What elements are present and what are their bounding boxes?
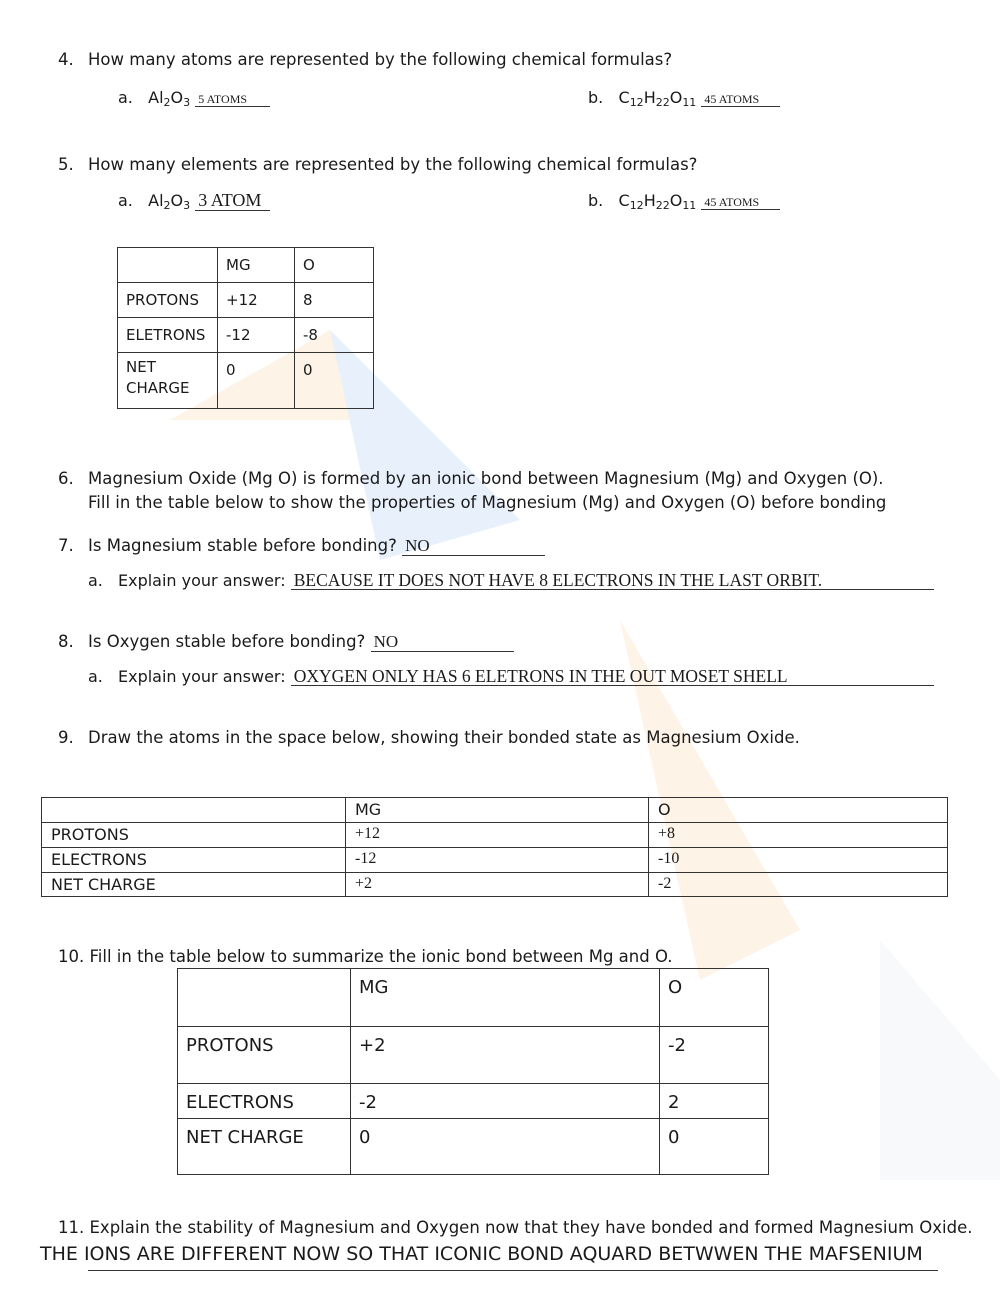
question-4b: [588, 88, 780, 109]
table-row: [118, 318, 374, 353]
question-text: Draw the atoms in the space below, showing their bonded state as Magnesium Oxide.: [88, 728, 800, 747]
table-header-mg[interactable]: MG: [346, 798, 649, 823]
table-header-mg[interactable]: MG: [218, 248, 295, 283]
question-4a: [118, 88, 270, 109]
table-header-o[interactable]: O: [649, 798, 948, 823]
table-cell[interactable]: -8: [295, 318, 374, 353]
table-cell[interactable]: -12: [218, 318, 295, 353]
formula-al2o3: $Al_2O_3$: [148, 191, 191, 212]
item-label: b.: [588, 191, 604, 210]
answer-field[interactable]: 45 ATOMS: [701, 196, 780, 210]
item-label: a.: [88, 571, 103, 590]
row-label[interactable]: NET CHARGE: [42, 873, 346, 897]
table-cell[interactable]: [178, 969, 351, 1027]
explanation-field[interactable]: OXYGEN ONLY HAS 6 ELETRONS IN THE OUT MOSET SHELL: [291, 667, 934, 686]
question-6-line2: Fill in the table below to show the properties of Magnesium (Mg) and Oxygen (O) before bonding: [88, 493, 887, 512]
table-cell[interactable]: +2: [346, 873, 649, 897]
question-text: How many elements are represented by the following chemical formulas?: [88, 155, 698, 174]
question-11-answer[interactable]: THE IONS ARE DIFFERENT NOW SO THAT ICONIC BOND AQUARD BETWWEN THE MAFSENIUM: [40, 1243, 923, 1265]
question-number: 10.: [58, 947, 85, 966]
table-cell[interactable]: +8: [649, 823, 948, 848]
table-cell[interactable]: -12: [346, 848, 649, 873]
table-row: [42, 848, 948, 873]
explain-label: Explain your answer:: [118, 571, 286, 590]
table-cell[interactable]: 0: [660, 1119, 769, 1175]
table-row: [42, 823, 948, 848]
question-text: How many atoms are represented by the following chemical formulas?: [88, 50, 673, 69]
table-cell[interactable]: 0: [295, 353, 374, 409]
question-number: 5.: [58, 155, 74, 174]
table-row: [178, 1027, 769, 1084]
bonded-state-table: [41, 797, 948, 897]
row-label[interactable]: ELECTRONS: [42, 848, 346, 873]
question-5a: [118, 191, 270, 212]
item-label: b.: [588, 88, 604, 107]
question-number: 11.: [58, 1218, 85, 1237]
table-cell[interactable]: 0: [351, 1119, 660, 1175]
row-label[interactable]: ELETRONS: [118, 318, 218, 353]
table-cell[interactable]: +12: [218, 283, 295, 318]
table-cell[interactable]: -2: [649, 873, 948, 897]
question-number: 9.: [58, 728, 74, 747]
question-text: Explain the stability of Magnesium and Oxygen now that they have bonded and formed Magnesium Oxide.: [89, 1218, 973, 1237]
question-number: 8.: [58, 632, 74, 651]
question-text: Is Magnesium stable before bonding?: [88, 536, 397, 555]
question-text: Magnesium Oxide (Mg O) is formed by an ionic bond between Magnesium (Mg) and Oxygen (O).: [88, 469, 884, 488]
question-5: [58, 155, 697, 174]
item-label: a.: [118, 88, 133, 107]
formula-sucrose: $C_{12}H_{22}O_{11}$: [618, 191, 697, 212]
question-9: [58, 728, 800, 747]
formula-sucrose: $C_{12}H_{22}O_{11}$: [618, 88, 697, 109]
row-label[interactable]: PROTONS: [42, 823, 346, 848]
answer-field[interactable]: 3 ATOM: [195, 191, 270, 211]
table-header-row: [42, 798, 948, 823]
table-header-mg[interactable]: MG: [351, 969, 660, 1027]
answer-field[interactable]: 5 ATOMS: [195, 93, 270, 107]
question-text: Fill in the table below to summarize the ionic bond between Mg and O.: [89, 947, 673, 966]
table-cell[interactable]: 0: [218, 353, 295, 409]
answer-field[interactable]: NO: [402, 537, 545, 556]
explain-label: Explain your answer:: [118, 667, 286, 686]
question-11: [58, 1218, 972, 1237]
question-number: 4.: [58, 50, 74, 69]
answer-field[interactable]: NO: [371, 633, 514, 652]
formula-al2o3: $Al_2O_3$: [148, 88, 191, 109]
table-row: [178, 1119, 769, 1175]
question-5b: [588, 191, 780, 212]
question-text: Is Oxygen stable before bonding?: [88, 632, 366, 651]
table-cell[interactable]: -2: [351, 1084, 660, 1119]
row-label[interactable]: PROTONS: [178, 1027, 351, 1084]
question-10: [58, 947, 673, 966]
item-label: a.: [88, 667, 103, 686]
table-header-o[interactable]: O: [660, 969, 769, 1027]
answer-underline: [88, 1270, 938, 1271]
table-cell[interactable]: -2: [660, 1027, 769, 1084]
table-cell[interactable]: +2: [351, 1027, 660, 1084]
table-cell[interactable]: 8: [295, 283, 374, 318]
table-cell[interactable]: -10: [649, 848, 948, 873]
ionic-bond-summary-table: [177, 968, 769, 1175]
question-6: [58, 469, 884, 488]
row-label[interactable]: PROTONS: [118, 283, 218, 318]
table-header-row: [118, 248, 374, 283]
table-row: [178, 1084, 769, 1119]
row-label[interactable]: NET CHARGE: [118, 353, 218, 409]
table-cell[interactable]: 2: [660, 1084, 769, 1119]
question-number: 7.: [58, 536, 74, 555]
question-7a: [88, 571, 934, 590]
row-label[interactable]: NET CHARGE: [178, 1119, 351, 1175]
question-7: [58, 536, 545, 556]
before-bonding-table: [117, 247, 374, 409]
table-cell[interactable]: +12: [346, 823, 649, 848]
table-cell[interactable]: [118, 248, 218, 283]
explanation-field[interactable]: BECAUSE IT DOES NOT HAVE 8 ELECTRONS IN THE LAST ORBIT.: [291, 571, 934, 590]
table-header-o[interactable]: O: [295, 248, 374, 283]
row-label[interactable]: ELECTRONS: [178, 1084, 351, 1119]
answer-field[interactable]: 45 ATOMS: [701, 93, 780, 107]
question-4: [58, 50, 672, 69]
table-header-row: [178, 969, 769, 1027]
question-8a: [88, 667, 934, 686]
question-8: [58, 632, 514, 652]
question-number: 6.: [58, 469, 74, 488]
table-row: [118, 353, 374, 409]
item-label: a.: [118, 191, 133, 210]
table-row: [42, 873, 948, 897]
table-row: [118, 283, 374, 318]
table-cell[interactable]: [42, 798, 346, 823]
